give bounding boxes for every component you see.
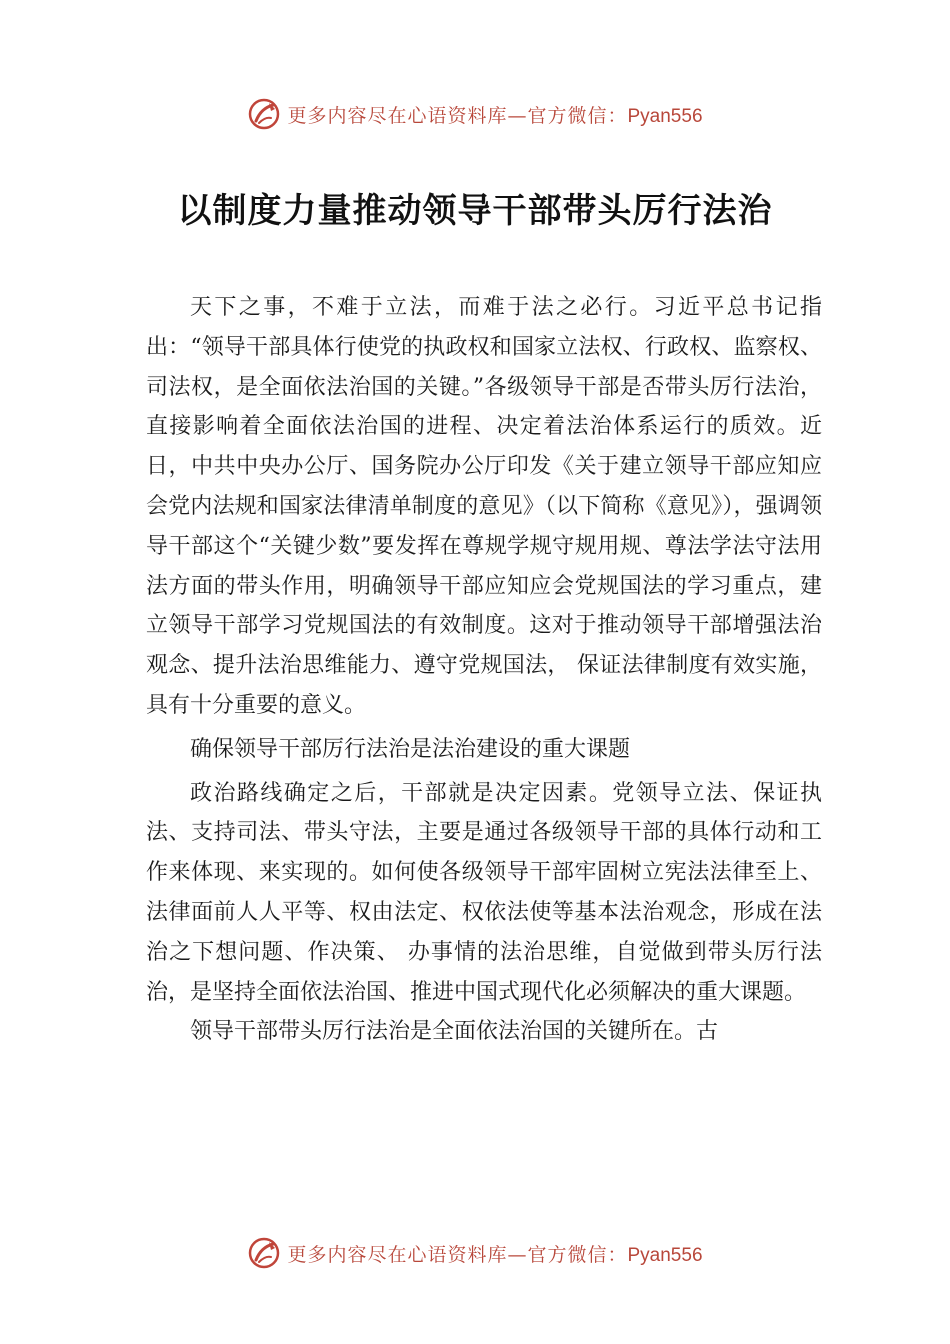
page-title: 以制度力量推动领导干部带头厉行法治 (177, 191, 773, 231)
watermark-banner-bottom (0, 1233, 950, 1273)
watermark-contact: Pyan556 (627, 105, 703, 127)
paragraph: 天下之事，不难于立法，而难于法之必行。习近平总书记指出：“领导干部具体行使党的执政权和国家立法权、行政权、监察权、司法权，是全面依法治国的关键。”各级领导干部是否带头厉行法治，直接影响着全面依法治国的进程、决定着法治体系运行的质效。近日，中共中央办公厅、国务院办公厅印发《关于建立领导干部应知应会党内法规和国家法律清单制度的意见》（以下简称《意见》），强调领导干部这个“关键少数”要发挥在尊规学规守规用规、尊法学法守法用法方面的带头作用，明确领导干部应知应会党规国法的学习重点，建立领导干部学习党规国法的有效制度。这对于推动领导干部增强法治观念、提升法治思维能力、遵守党规国法， 保证法律制度有效实施，具有十分重要的意义。 (146, 295, 822, 718)
article-body (146, 288, 822, 1052)
watermark-contact: Pyan556 (627, 1244, 703, 1266)
brush-seal-icon (247, 1236, 281, 1270)
paragraph: 领导干部带头厉行法治是全面依法治国的关键所在。古 (190, 1019, 719, 1045)
watermark-text: 更多内容尽在心语资料库—官方微信：Pyan556 (287, 1243, 703, 1266)
brush-seal-icon (247, 97, 281, 131)
section-heading: 确保领导干部厉行法治是法治建设的重大课题 (190, 736, 631, 762)
paragraph: 政治路线确定之后，干部就是决定因素。党领导立法、保证执法、支持司法、带头守法，主要是通过各级领导干部的具体行动和工作来体现、来实现的。如何使各级领导干部牢固树立宪法法律至上、法律面前人人平等、权由法定、权依法使等基本法治观念，形成在法治之下想问题、作决策、 办事情的法治思维，自觉做到带头厉行法治，是坚持全面依法治国、推进中国式现代化必须解决的重大课题。 (146, 780, 822, 1005)
watermark-text: 更多内容尽在心语资料库—官方微信：Pyan556 (287, 104, 703, 127)
watermark-banner-top (0, 94, 950, 134)
